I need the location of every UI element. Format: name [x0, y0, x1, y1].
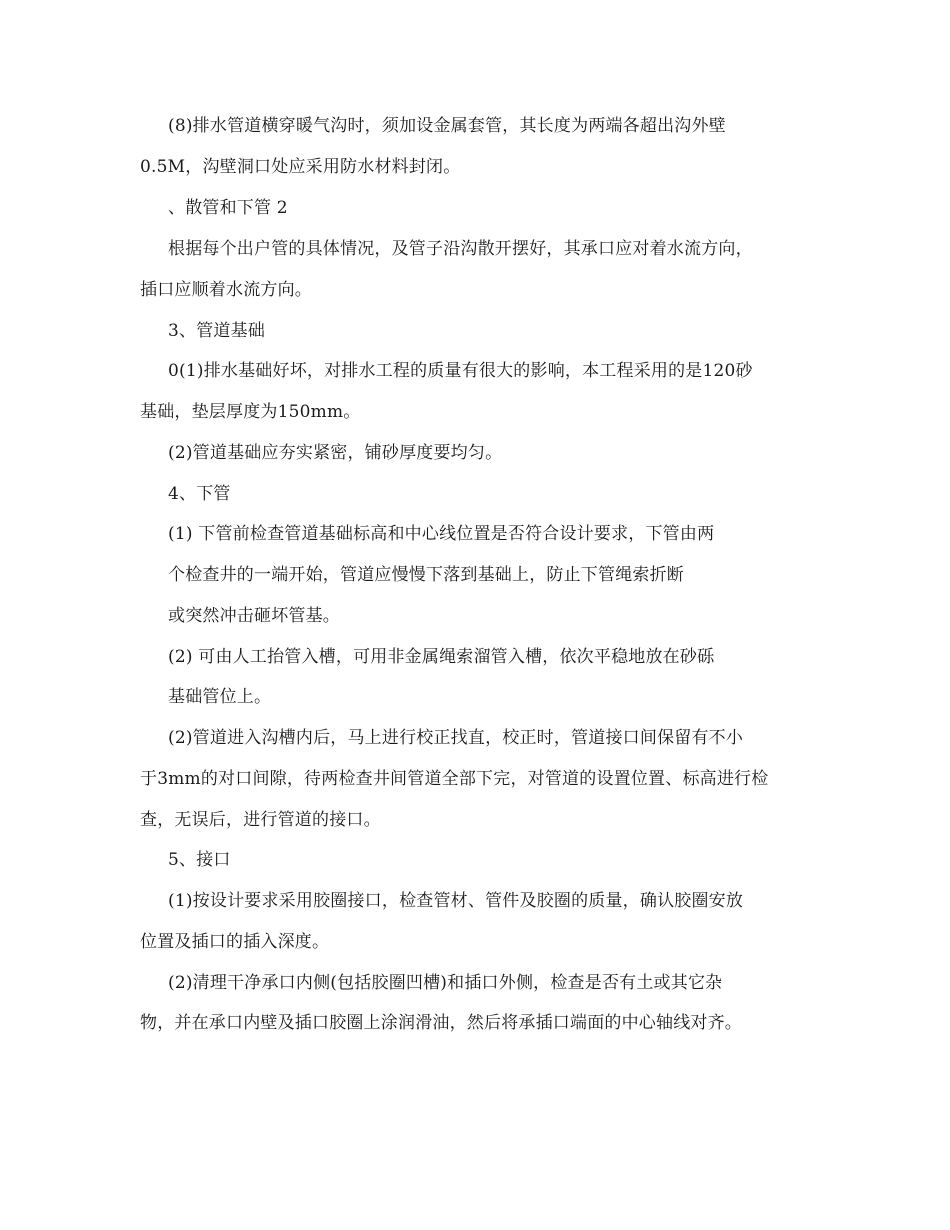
section-heading: 5、接口	[168, 850, 231, 870]
text-line: 个检查井的一端开始，管道应慢慢下落到基础上，防止下管绳索折断	[168, 565, 684, 585]
text-line: 0.5M，沟壁洞口处应采用防水材料封闭。	[140, 157, 461, 177]
text-line: 或突然冲击砸坏管基。	[168, 606, 340, 626]
text-line: (1)按设计要求采用胶圈接口，检查管材、管件及胶圈的质量，确认胶圈安放	[168, 891, 744, 911]
section-heading: 4、下管	[168, 484, 231, 504]
text-line: (2) 可由人工抬管入槽，可用非金属绳索溜管入槽，依次平稳地放在砂砾	[168, 647, 715, 667]
text-line: 位置及插口的插入深度。	[140, 932, 330, 952]
text-line: 插口应顺着水流方向。	[140, 280, 312, 300]
text-line: (8)排水管道横穿暖气沟时，须加设金属套管，其长度为两端各超出沟外壁	[168, 116, 726, 136]
section-heading: 、散管和下管 2	[168, 198, 288, 218]
text-line: 基础管位上。	[168, 687, 272, 707]
text-line: (2)清理干净承口内侧(包括胶圈凹槽)和插口外侧，检查是否有土或其它杂	[168, 973, 723, 993]
text-line: 基础，垫层厚度为150mm。	[140, 402, 361, 422]
text-line: (1) 下管前检查管道基础标高和中心线位置是否符合设计要求，下管由两	[168, 524, 715, 544]
section-heading: 3、管道基础	[168, 321, 266, 341]
text-line: 0(1)排水基础好坏，对排水工程的质量有很大的影响，本工程采用的是120砂	[168, 361, 753, 381]
text-line: 物，并在承口内壁及插口胶圈上涂润滑油，然后将承插口端面的中心轴线对齐。	[140, 1013, 742, 1033]
text-line: 根据每个出户管的具体情况，及管子沿沟散开摆好，其承口应对着水流方向，	[168, 239, 753, 259]
text-line: (2)管道基础应夯实紧密，铺砂厚度要均匀。	[168, 443, 503, 463]
text-line: 于3mm的对口间隙，待两检查井间管道全部下完，对管道的设置位置、标高进行检	[140, 769, 769, 789]
text-line: 查，无误后，进行管道的接口。	[140, 810, 381, 830]
text-line: (2)管道进入沟槽内后，马上进行校正找直，校正时，管道接口间保留有不小	[168, 728, 744, 748]
